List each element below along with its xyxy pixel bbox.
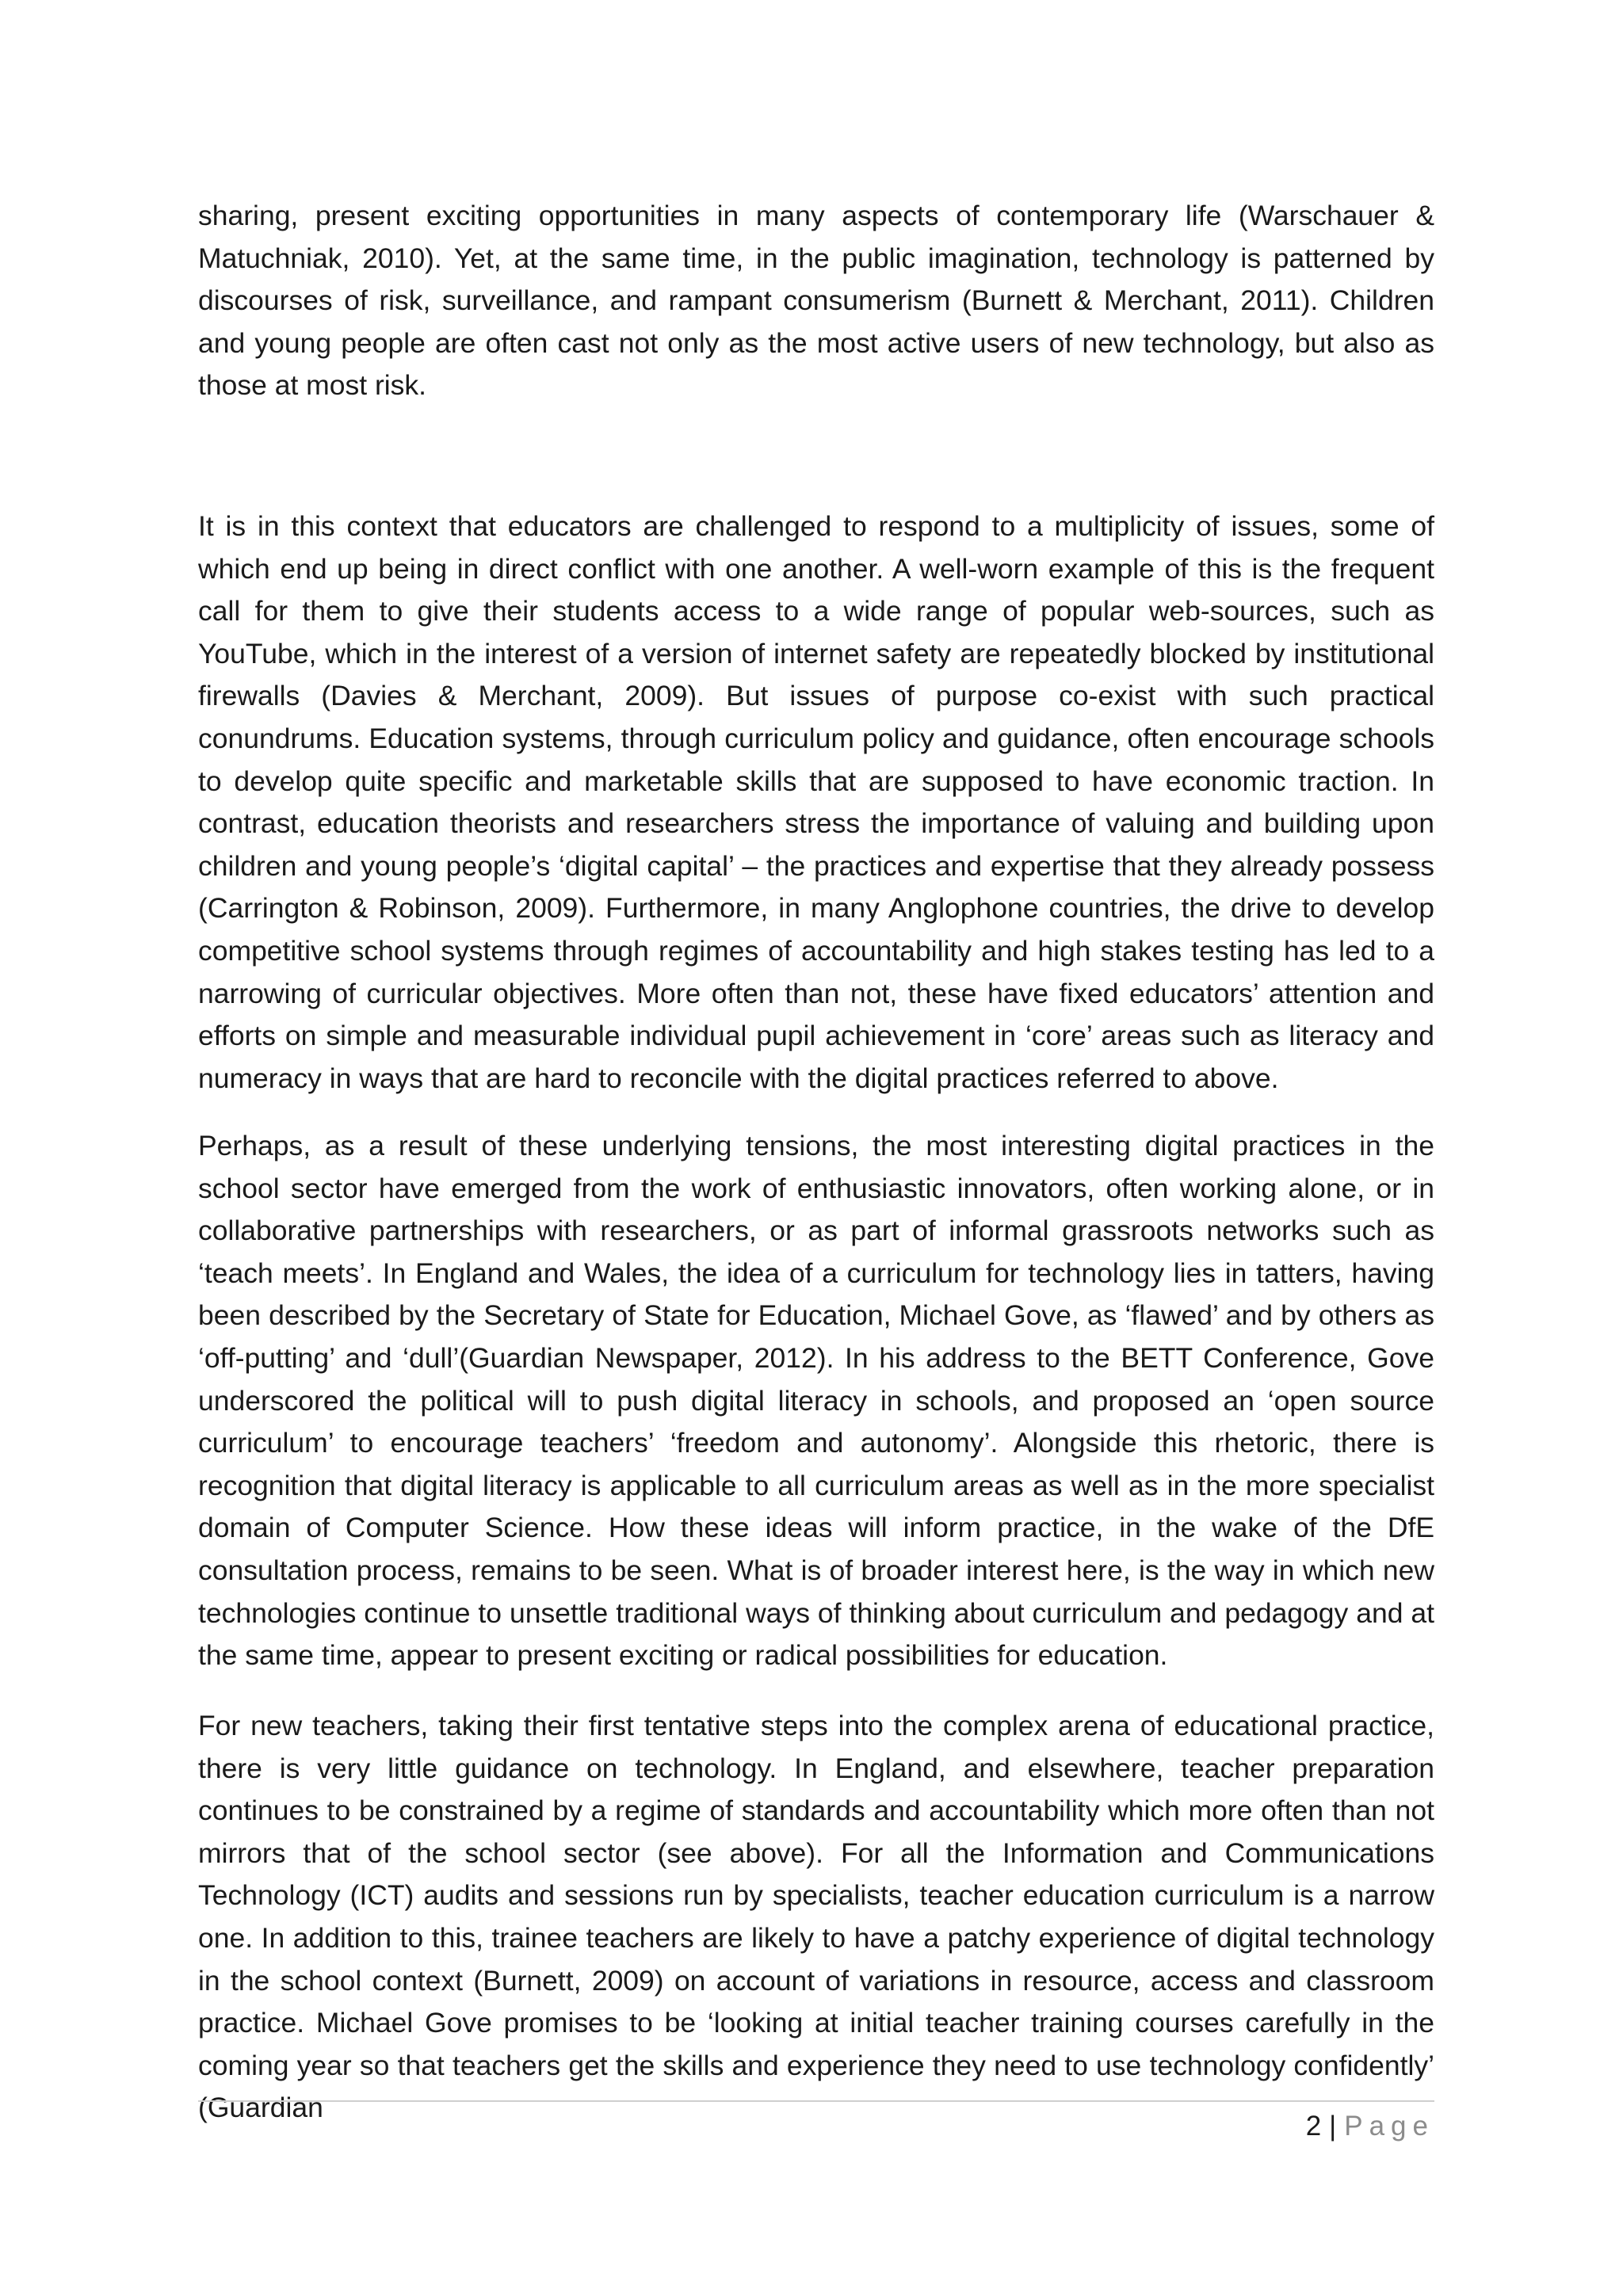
body-paragraph-2: It is in this context that educators are challenged to respond to a multiplicity of issues, some of which end up being in direct conflict with one another. A well-worn example of this is the frequent call for them to give their students access to a wide range of popular web-sources, such as YouTube, which in the interest of a version of internet safety are repeatedly blocked by institutional firewalls (Davies & Merchant, 2009). But issues of purpose co-exist with such practical conundrums. Education systems, through curriculum policy and guidance, often encourage schools to develop quite specific and marketable skills that are supposed to have economic traction. In contrast, education theorists and researchers stress the importance of valuing and building upon children and young people’s ‘digital capital’ – the practices and expertise that they already possess (Carrington & Robinson, 2009). Furthermore, in many Anglophone countries, the drive to develop competitive school systems through regimes of accountability and high stakes testing has led to a narrowing of curricular objectives. More often than not, these have fixed educators’ attention and efforts on simple and measurable individual pupil achievement in ‘core’ areas such as literacy and numeracy in ways that are hard to reconcile with the digital practices referred to above. [198, 510, 1434, 1094]
page-footer [1306, 2107, 1434, 2145]
footer-divider [198, 2100, 1434, 2102]
page-label: Page [1344, 2111, 1434, 2142]
body-paragraph-3: Perhaps, as a result of these underlying tensions, the most interesting digital practices in the school sector have emerged from the work of enthusiastic innovators, often working alone, or in collaborative partnerships with researchers, or as part of informal grassroots networks such as ‘teach meets’. In England and Wales, the idea of a curriculum for technology lies in tatters, having been described by the Secretary of State for Education, Michael Gove, as ‘flawed’ and by others as ‘off-putting’ and ‘dull’(Guardian Newspaper, 2012). In his address to the BETT Conference, Gove underscored the political will to push digital literacy in schools, and proposed an ‘open source curriculum’ to encourage teachers’ ‘freedom and autonomy’. Alongside this rhetoric, there is recognition that digital literacy is applicable to all curriculum areas as well as in the more specialist domain of Computer Science. How these ideas will inform practice, in the wake of the DfE consultation process, remains to be seen. What is of broader interest here, is the way in which new technologies continue to unsettle traditional ways of thinking about curriculum and pedagogy and at the same time, appear to present exciting or radical possibilities for education. [198, 1130, 1434, 1672]
page-number: 2 [1305, 2111, 1322, 2142]
body-paragraph-4: For new teachers, taking their first tentative steps into the complex arena of educational practice, there is very little guidance on technology. In England, and elsewhere, teacher preparation continues to be constrained by a regime of standards and accountability which more often than not mirrors that of the school sector (see above). For all the Information and Communications Technology (ICT) audits and sessions run by specialists, teacher education curriculum is a narrow one. In addition to this, trainee teachers are likely to have a patchy experience of digital technology in the school context (Burnett, 2009) on account of variations in resource, access and classroom practice. Michael Gove promises to be ‘looking at initial teacher training courses carefully in the coming year so that teachers get the skills and experience they need to use technology confidently’ (Guardian [198, 1710, 1434, 2124]
footer-separator: | [1329, 2111, 1337, 2142]
body-paragraph-1: sharing, present exciting opportunities in many aspects of contemporary life (Warschauer & Matuchniak, 2010). Yet, at the same time, in the public imagination, technology is patterned by discourses of risk, surveillance, and rampant consumerism (Burnett & Merchant, 2011). Children and young people are often cast not only as the most active users of new technology, but also as those at most risk. [198, 200, 1434, 402]
